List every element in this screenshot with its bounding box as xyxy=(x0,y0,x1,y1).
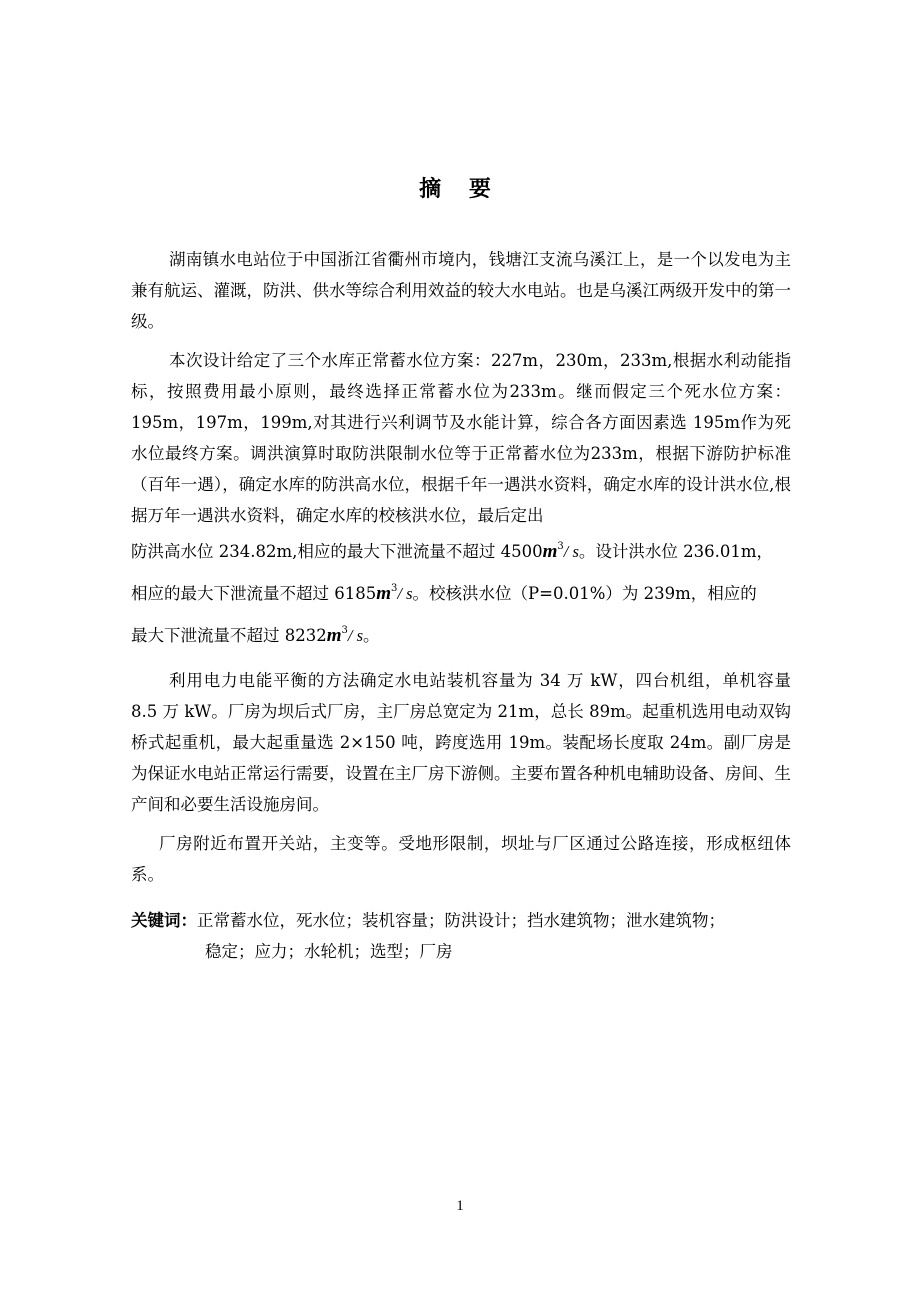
keywords-block xyxy=(131,905,801,967)
keywords-line-2: 稳定；应力；水轮机；选型；厂房 xyxy=(205,942,453,961)
abstract-body xyxy=(131,244,791,898)
keywords-label: 关键词： xyxy=(131,911,197,930)
paragraph-design-levels-text: 本次设计给定了三个水库正常蓄水位方案：227m，230m，233m,根据水利动能指标，按照费用最小原则，最终选择正常蓄水位为233m。继而假定三个死水位方案：195m，197m，199m,对其进行兴利调节及水能计算，综合各方面因素选 195m作为死水位最终方案。调洪演算时取防洪限制水位等于正常蓄水位为233m，根据下游防护标准（百年一遇），确定水库的防洪高水位，根据千年一遇洪水资料，确定水库的设计洪水位,根据万年一遇洪水资料，确定水库的校核洪水位，最后定出 xyxy=(131,351,791,525)
abstract-title: 摘 要 xyxy=(419,177,501,202)
paragraph-installed-capacity: 利用电力电能平衡的方法确定水电站装机容量为 34 万 kW，四台机组，单机容量 8.5 万 kW。厂房为坝后式厂房，主厂房总宽定为 21m，总长 89m。起重机选用电动双钩桥式起重机，最大起重量选 2×150 吨，跨度选用 19m。装配场长度取 24m。副厂房是为保证水电站正常运行需要，设置在主厂房下游侧。主要布置各种机电辅助设备、房间、生产间和必要生活设施房间。 xyxy=(131,671,791,814)
design-flood-line: 相应的最大下泄流量不超过 $6185m^3/$ s。校核洪水位（P=0.01%）为 239m，相应的 xyxy=(131,583,757,604)
flood-high-level-line: 防洪高水位 234.82m,相应的最大下泄流量不超过 $4500m^3/$ s。设计洪水位 236.01m， xyxy=(131,541,774,562)
paragraph-design-levels xyxy=(131,345,791,657)
keywords-line-1: 正常蓄水位，死水位；装机容量；防洪设计；挡水建筑物；泄水建筑物； xyxy=(197,911,725,930)
check-flood-line: 最大下泄流量不超过 $8232m^3/$ s。 xyxy=(131,625,380,646)
paragraph-location: 湖南镇水电站位于中国浙江省衢州市境内，钱塘江支流乌溪江上，是一个以发电为主兼有航运、灌溉，防洪、供水等综合利用效益的较大水电站。也是乌溪江两级开发中的第一级。 xyxy=(131,250,791,331)
paragraph-layout: 厂房附近布置开关站，主变等。受地形限制，坝址与厂区通过公路连接，形成枢纽体系。 xyxy=(131,834,791,884)
page-number: 1 xyxy=(456,1198,464,1214)
